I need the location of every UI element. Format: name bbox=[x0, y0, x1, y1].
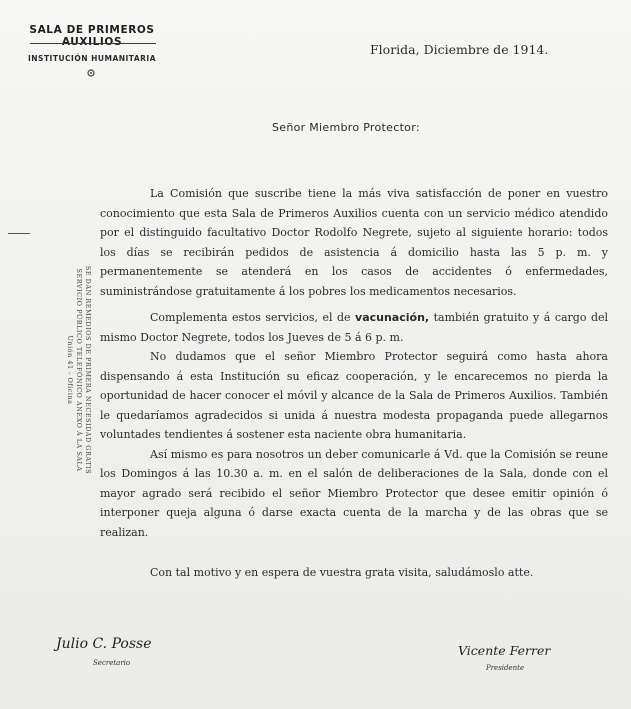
letter-date: Florida, Diciembre de 1914. bbox=[370, 42, 549, 57]
paragraph-3: No dudamos que el señor Miembro Protector seguirá como hasta ahora dispensando á esta Institución su eficaz cooperación, y le encarecemos no pierda la oportunidad de hacer conocer el móvil y alcance de la Sala de Primeros Auxilios. También le quedaríamos agradecidos si unida á nuestra modesta propaganda puede allegarnos voluntades tendientes á sostener esta naciente obra humanitaria. bbox=[100, 350, 608, 441]
letterhead-rule bbox=[30, 43, 156, 44]
salutation: Señor Miembro Protector: bbox=[272, 121, 420, 134]
paragraph-2-text-a: Complementa estos servicios, el de bbox=[150, 311, 351, 324]
signature-president: Vicente Ferrer bbox=[458, 643, 551, 658]
signature-secretary-role: Secretario bbox=[93, 659, 131, 667]
signature-president-role: Presidente bbox=[486, 664, 525, 672]
paragraph-2-emphasis: vacunación, bbox=[355, 311, 430, 324]
margin-mark bbox=[8, 233, 30, 234]
side-note-line-2: SERVICIO PÚBLICO TELEFÓNICO ANEXO Á LA SALA bbox=[75, 268, 83, 472]
letter-body bbox=[100, 184, 608, 549]
paragraph-1: La Comisión que suscribe tiene la más viva satisfacción de poner en vuestro conocimiento que esta Sala de Primeros Auxilios cuenta con un servicio médico atendido por el distinguido facultativo Doctor Rodolfo Negrete, sujeto al siguiente horario: todos los días se recibirán pedidos de asistencia á domicilio hasta las 5 p. m. y permanentemente se atenderá en los casos de accidentes ó enfermedades, suministrándose gratuitamente á los pobres los medicamentos necesarios. bbox=[100, 187, 608, 298]
paragraph-2 bbox=[100, 308, 608, 347]
side-note-line-1: SE DAN REMEDIOS DE PRIMERA NECESIDAD GRATIS bbox=[84, 265, 92, 475]
paragraph-2-text-b: también gratuito y á cargo del mismo Doctor Negrete, todos los Jueves de 5 á 6 p. m. bbox=[100, 311, 609, 344]
ornament-icon bbox=[86, 68, 96, 78]
closing-line: Con tal motivo y en espera de vuestra grata visita, saludámoslo atte. bbox=[150, 566, 534, 579]
paragraph-4: Así mismo es para nosotros un deber comunicarle á Vd. que la Comisión se reune los Domingos á las 10.30 a. m. en el salón de deliberaciones de la Sala, donde con el mayor agrado será recibido el señor Miembro Protector que desee emitir opinión ó interponer queja alguna ó darse exacta cuenta de la marcha y de las obras que se realizan. bbox=[100, 447, 608, 539]
letterhead-subtitle: INSTITUCIÓN HUMANITARIA bbox=[27, 54, 157, 63]
signature-secretary: Julio C. Posse bbox=[56, 636, 152, 652]
side-note-line-3: Unión 41 - Oficina bbox=[66, 335, 74, 405]
letterhead-title: SALA DE PRIMEROS AUXILIOS bbox=[29, 24, 155, 48]
side-note bbox=[52, 255, 92, 485]
